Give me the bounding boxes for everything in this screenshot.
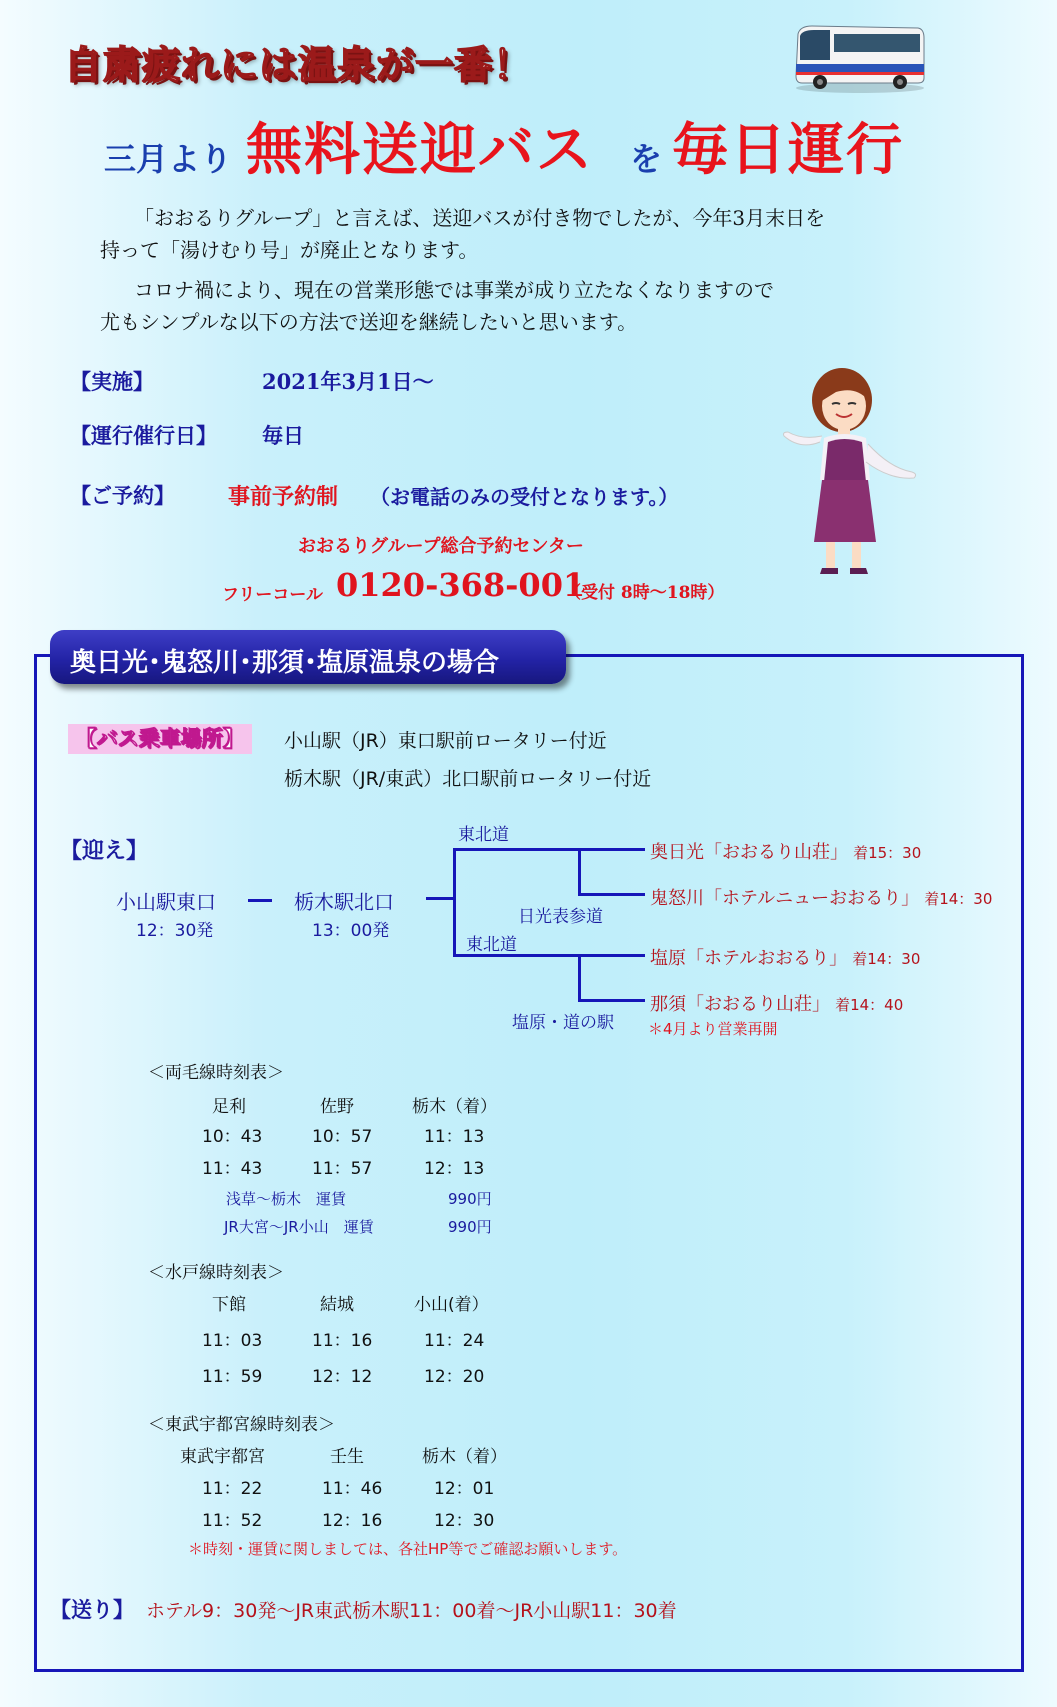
destination-shiobara-name: 塩原「ホテルおおるり」 xyxy=(650,948,848,969)
ryomo-cell: 11：57 xyxy=(312,1159,373,1179)
days-value: 毎日 xyxy=(262,423,304,448)
start-label: 【実施】 xyxy=(70,369,154,394)
destination-kinugawa xyxy=(650,884,992,910)
bus-image xyxy=(790,20,928,94)
tochigi-departure: 13：00発 xyxy=(312,921,390,941)
road-label-tohoku-1: 東北道 xyxy=(458,825,509,845)
phone-hours: （受付 8時～18時） xyxy=(564,583,725,603)
headline: 自粛疲れには温泉が一番！ xyxy=(64,43,533,87)
fare2-price: 990円 xyxy=(448,1218,492,1236)
mito-header-shimodate: 下館 xyxy=(212,1295,246,1315)
tobu-title: ＜東武宇都宮線時刻表＞ xyxy=(148,1415,335,1435)
mukae-label: 【迎え】 xyxy=(60,839,149,864)
mito-cell: 11：59 xyxy=(202,1367,263,1387)
ryomo-cell: 12：13 xyxy=(424,1159,485,1179)
tochigi-station: 栃木駅北口 xyxy=(294,890,394,914)
destination-kinugawa-arrival: 着14：30 xyxy=(924,890,993,908)
tobu-header-utsunomiya: 東武宇都宮 xyxy=(180,1447,265,1467)
section-title: 奥日光･鬼怒川･那須･塩原温泉の場合 xyxy=(70,648,500,678)
connector-oyama-tochigi xyxy=(248,899,272,902)
route-branch-kinugawa xyxy=(578,893,645,896)
tobu-cell: 12：16 xyxy=(322,1511,383,1531)
ryomo-header-ashikaga: 足利 xyxy=(212,1097,246,1117)
destination-nasu-arrival: 着14：40 xyxy=(835,996,904,1014)
ryomo-header-tochigi: 栃木（着） xyxy=(412,1097,497,1117)
destination-nasu xyxy=(650,990,903,1016)
destination-shiobara xyxy=(650,944,920,970)
mito-header-oyama: 小山(着） xyxy=(414,1295,489,1315)
reserve-note: （お電話のみの受付となります。） xyxy=(370,485,679,509)
pickup-label: 【バス乗車場所】 xyxy=(68,724,252,754)
nasu-reopen-note: ＊4月より営業再開 xyxy=(648,1020,778,1038)
mito-cell: 12：12 xyxy=(312,1367,373,1387)
tobu-header-mibu: 壬生 xyxy=(330,1447,364,1467)
subtitle-particle: を xyxy=(630,140,663,178)
pickup-location-1: 小山駅（JR）東口駅前ロータリー付近 xyxy=(284,730,607,752)
reservation-center-name: おおるりグループ総合予約センター xyxy=(298,536,584,557)
road-label-shiobara: 塩原・道の駅 xyxy=(512,1013,614,1033)
mito-cell: 11：24 xyxy=(424,1331,485,1351)
start-value: 2021年3月1日～ xyxy=(262,369,434,394)
route-trunk xyxy=(453,848,456,956)
tobu-cell: 11：46 xyxy=(322,1479,383,1499)
intro-p1-line2: 持って「湯けむり号」が廃止となります。 xyxy=(100,238,479,262)
destination-okunikko-name: 奥日光「おおるり山荘」 xyxy=(650,842,848,863)
mito-cell: 11：03 xyxy=(202,1331,263,1351)
okuri-text: ホテル9：30発～JR東武栃木駅11：00着～JR小山駅11：30着 xyxy=(146,1600,677,1622)
okuri-label: 【送り】 xyxy=(50,1598,134,1622)
ryomo-cell: 11：13 xyxy=(424,1127,485,1147)
subtitle-daily: 毎日運行 xyxy=(672,117,904,183)
ryomo-cell: 11：43 xyxy=(202,1159,263,1179)
pickup-location-2: 栃木駅（JR/東武）北口駅前ロータリー付近 xyxy=(284,768,652,790)
subtitle-prefix: 三月より xyxy=(104,140,233,178)
intro-p1-line1: 「おおるりグループ」と言えば、送迎バスが付き物でしたが、今年3月末日を xyxy=(134,206,826,230)
ryomo-cell: 10：43 xyxy=(202,1127,263,1147)
destination-nasu-name: 那須「おおるり山荘」 xyxy=(650,994,830,1015)
fare1-price: 990円 xyxy=(448,1190,492,1208)
timetable-note: ＊時刻・運賃に関しましては、各社HP等でご確認お願いします。 xyxy=(188,1540,628,1558)
days-label: 【運行催行日】 xyxy=(70,423,217,448)
ryomo-header-sano: 佐野 xyxy=(320,1097,354,1117)
mito-cell: 11：16 xyxy=(312,1331,373,1351)
oyama-station: 小山駅東口 xyxy=(116,890,216,914)
fare2-route: JR大宮～JR小山 運賃 xyxy=(224,1218,374,1236)
mito-cell: 12：20 xyxy=(424,1367,485,1387)
route-branch-shiobara xyxy=(578,954,581,1002)
ryomo-title: ＜両毛線時刻表＞ xyxy=(148,1063,284,1083)
destination-kinugawa-name: 鬼怒川「ホテルニューおおるり」 xyxy=(650,888,920,909)
reserve-label: 【ご予約】 xyxy=(70,483,175,508)
tobu-cell: 11：52 xyxy=(202,1511,263,1531)
mito-header-yuki: 結城 xyxy=(320,1295,354,1315)
intro-p2-line1: コロナ禍により、現在の営業形態では事業が成り立たなくなりますので xyxy=(134,278,774,302)
road-label-nikko-omotesando: 日光表参道 xyxy=(518,907,603,927)
connector-tochigi-trunk xyxy=(426,897,454,900)
destination-okunikko-arrival: 着15：30 xyxy=(853,844,922,862)
reserve-value: 事前予約制 xyxy=(228,484,339,510)
route-branch-north xyxy=(453,848,645,851)
tobu-cell: 11：22 xyxy=(202,1479,263,1499)
intro-p2-line2: 尤もシンプルな以下の方法で送迎を継続したいと思います。 xyxy=(100,310,638,334)
phone-number[interactable]: 0120-368-001 xyxy=(336,566,586,604)
receptionist-illustration xyxy=(780,362,930,584)
ryomo-cell: 10：57 xyxy=(312,1127,373,1147)
fare1-route: 浅草～栃木 運賃 xyxy=(226,1190,347,1208)
destination-okunikko xyxy=(650,838,921,864)
tobu-header-tochigi: 栃木（着） xyxy=(422,1447,507,1467)
route-branch-nasu xyxy=(578,999,645,1002)
mito-title: ＜水戸線時刻表＞ xyxy=(148,1263,284,1283)
tobu-cell: 12：30 xyxy=(434,1511,495,1531)
destination-shiobara-arrival: 着14：30 xyxy=(852,950,921,968)
route-branch-nikko xyxy=(578,848,581,896)
subtitle-free-bus: 無料送迎バス xyxy=(246,117,594,183)
section-frame xyxy=(34,654,1024,1672)
road-label-tohoku-2: 東北道 xyxy=(466,935,517,955)
freecall-label: フリーコール xyxy=(222,585,323,605)
tobu-cell: 12：01 xyxy=(434,1479,495,1499)
oyama-departure: 12：30発 xyxy=(136,921,214,941)
